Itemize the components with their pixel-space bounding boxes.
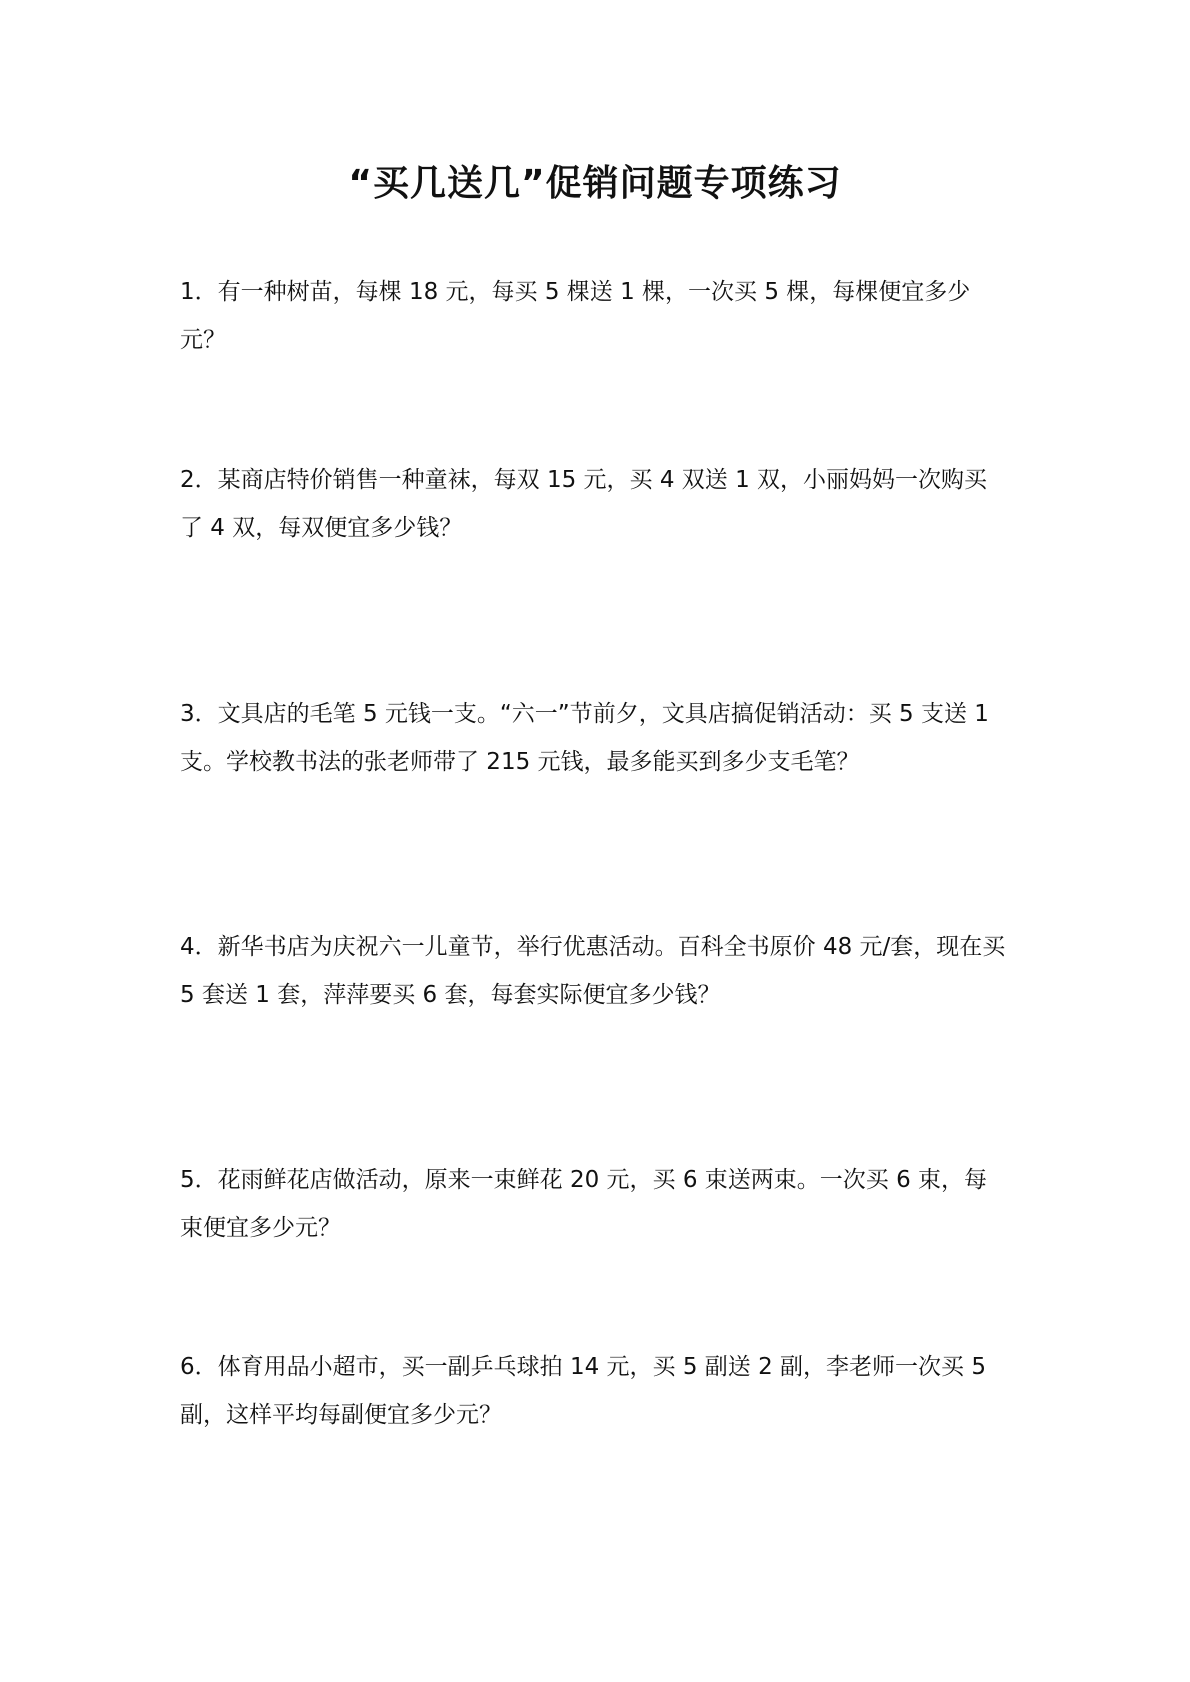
question-1 [180, 268, 1010, 364]
question-number: 4． [180, 934, 218, 960]
question-4 [180, 923, 1010, 1019]
question-5 [180, 1156, 1010, 1252]
question-text: 体育用品小超市，买一副乒乓球拍 14 元，买 5 副送 2 副，李老师一次买 5 副，这样平均每副便宜多少元？ [180, 1354, 986, 1428]
question-text: 新华书店为庆祝六一儿童节，举行优惠活动。百科全书原价 48 元/套，现在买 5 套送 1 套，萍萍要买 6 套，每套实际便宜多少钱？ [180, 934, 1006, 1008]
question-text: 有一种树苗，每棵 18 元，每买 5 棵送 1 棵，一次买 5 棵，每棵便宜多少元？ [180, 279, 971, 353]
question-3 [180, 690, 1010, 786]
question-text: 花雨鲜花店做活动，原来一束鲜花 20 元，买 6 束送两束。一次买 6 束，每束便宜多少元？ [180, 1167, 988, 1241]
page-title: “买几送几”促销问题专项练习 [348, 163, 842, 204]
question-text: 文具店的毛笔 5 元钱一支。“六一”节前夕，文具店搞促销活动：买 5 支送 1 支。学校教书法的张老师带了 215 元钱，最多能买到多少支毛笔？ [180, 701, 989, 775]
question-number: 3． [180, 701, 218, 727]
question-number: 2． [180, 467, 218, 493]
question-2 [180, 456, 1010, 552]
question-number: 5． [180, 1167, 218, 1193]
question-number: 6． [180, 1354, 218, 1380]
question-6 [180, 1343, 1010, 1439]
question-text: 某商店特价销售一种童袜，每双 15 元，买 4 双送 1 双，小丽妈妈一次购买了 4 双，每双便宜多少钱？ [180, 467, 988, 541]
question-number: 1． [180, 279, 218, 305]
